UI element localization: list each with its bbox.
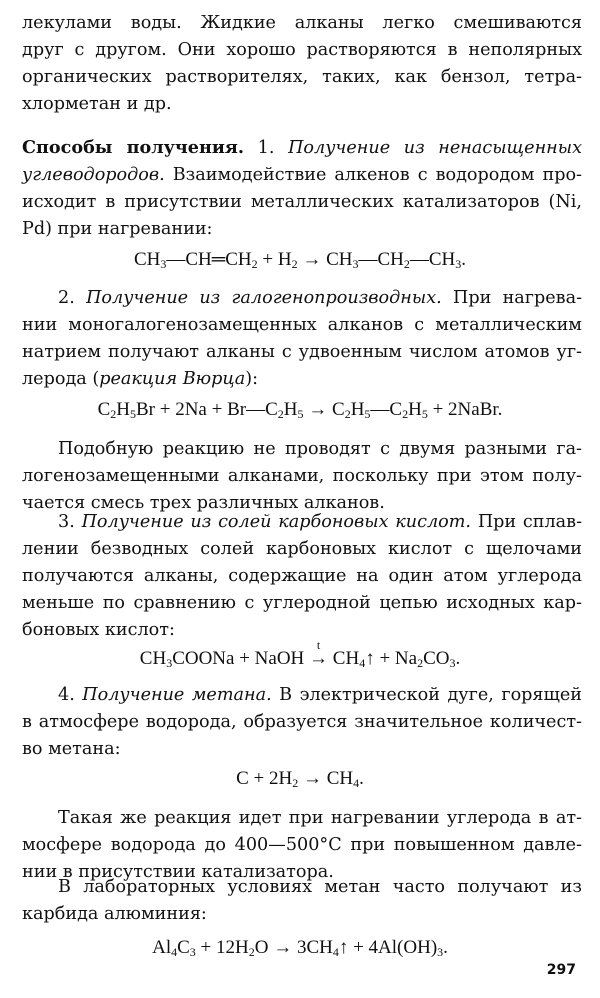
text-span: При нагрева-: [452, 288, 583, 308]
text-line: органических растворителях, таких, как бензол, тетра-: [22, 67, 582, 87]
text-line: натрием получают алканы с удвоенным числом атомов уг-: [22, 342, 582, 362]
method-2-title: Получение из галогенопроизводных.: [86, 288, 442, 308]
text-line: боновых кислот:: [22, 620, 175, 640]
text-line: карбида алюминия:: [22, 904, 207, 924]
text-line: нии в присутствии катализатора.: [22, 862, 334, 882]
text-line: Pd) при нагревании:: [22, 219, 213, 239]
page-number: 297: [546, 962, 576, 978]
text-line: лении безводных солей карбоновых кислот с щелочами: [22, 539, 582, 559]
text-span: При сплав-: [477, 512, 583, 532]
text-span: В электрической дуге, горящей: [279, 685, 583, 705]
text-line: нии моногалогенозамещенных алканов с металлическим: [22, 315, 582, 335]
text-line: [22, 874, 582, 900]
text-span: Подобную реакцию не проводят с двумя разными га-: [58, 439, 582, 459]
method-2-number: 2.: [58, 288, 75, 308]
heat-arrow: t →: [309, 638, 329, 669]
section-heading: Способы получения.: [22, 137, 244, 158]
equation-decarboxylation: $CH_3COONa$ + NaOH t → $CH_4↑ + Na_2CO_3$.: [139, 638, 461, 670]
text-line: хлорметан и др.: [22, 94, 172, 114]
method-4-title: Получение метана.: [82, 685, 272, 705]
text-line: меньше по сравнению с углеродной цепью исходных кар-: [22, 593, 582, 613]
text-line: лекулами воды. Жидкие алканы легко смешиваются: [22, 13, 582, 33]
text-line: логенозамещенными алканами, поскольку при этом полу-: [22, 466, 582, 486]
text-span: ):: [245, 369, 258, 389]
equation-hydrogenation: $CH_3—CH═CH_2 + H_2$ → $CH_3—CH_2—CH_3$.: [133, 249, 467, 271]
text-line: получаются алканы, содержащие на один атом углерода: [22, 566, 582, 586]
text-line: исходит в присутствии металлических катализаторов (Ni,: [22, 192, 582, 212]
text-line: [22, 805, 582, 831]
text-line: в атмосфере водорода, образуется значительное количест-: [22, 712, 582, 732]
method-3-number: 3.: [58, 512, 75, 532]
method-1-title: Получение из ненасыщенных: [288, 138, 583, 158]
method-3-title: Получение из солей карбоновых кислот.: [81, 512, 472, 532]
text-line: во метана:: [22, 739, 121, 759]
text-line: [22, 162, 582, 188]
text-line: мосфере водорода до 400—500°С при повышенном давле-: [22, 835, 582, 855]
equation-methane: $C + 2H_2 \to CH_4$.: [236, 768, 364, 790]
text-line: чается смесь трех различных алканов.: [22, 493, 385, 513]
text-span: лерода (: [22, 369, 100, 389]
equation-wurtz: $C_2H_5Br + 2Na$ + $Br—C_2H_5$ → $C_2H_5—C_2H_5$ + 2NaBr.: [97, 399, 503, 421]
text-line: [22, 682, 582, 708]
section-line-heading: [22, 135, 582, 161]
method-4-number: 4.: [58, 685, 75, 705]
method-1-number: 1.: [257, 138, 275, 158]
equation-aluminium-carbide: $Al_4C_3 + 12H_2O$ → $3CH_4↑ + 4Al(OH)_3$.: [152, 937, 448, 959]
text-span: Такая же реакция идет при нагревании углерода в ат-: [58, 808, 582, 828]
text-line: [22, 285, 582, 311]
text-line: [22, 366, 582, 392]
text-span: Взаимодействие алкенов с водородом про-: [172, 165, 583, 185]
text-line: друг с другом. Они хорошо растворяются в неполярных: [22, 40, 582, 60]
text-line: [22, 509, 582, 535]
wurtz-reaction-label: реакция Вюрца: [99, 369, 246, 389]
method-1-title-cont: углеводородов.: [22, 165, 165, 185]
text-line: [22, 436, 582, 462]
text-span: В лабораторных условиях метан часто получают из: [58, 877, 582, 897]
